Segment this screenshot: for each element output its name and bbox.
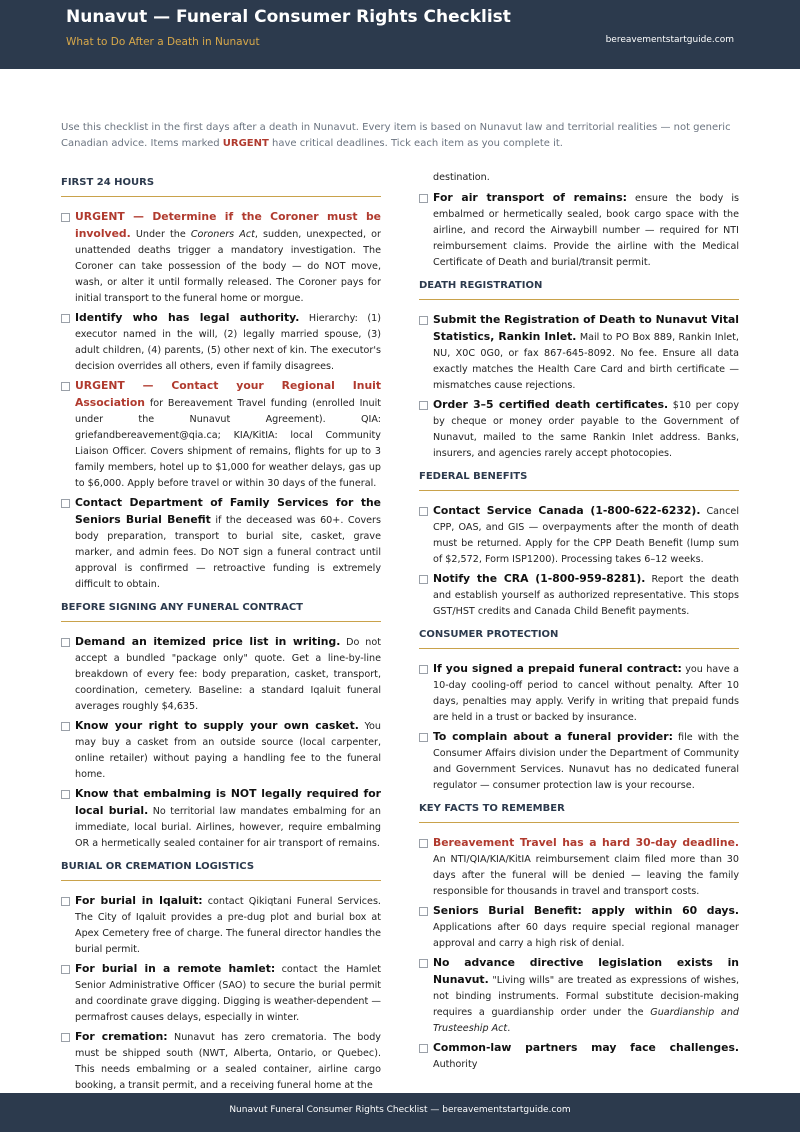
item-text: contact the Hamlet Senior Administrative Officer (SAO) to secure the burial permit and coordinate grave digging. Digging is weather-dependent — permafrost causes delays, especially in winter. — [75, 964, 381, 1023]
checklist-item — [419, 1040, 739, 1073]
item-text: Authority — [433, 1059, 478, 1070]
checklist-item — [61, 718, 381, 783]
item-text: Applications after 60 days require special regional manager approval and carry a high risk of denial. — [433, 922, 739, 949]
checklist-item — [419, 661, 739, 726]
checklist-item — [419, 835, 739, 900]
item-text: for Bereavement Travel funding (enrolled Inuit under the Nunavut Agreement). QIA: griefandbereavement@qia.ca; KIA/KitIA: local Community Liaison Officer. Covers shipment of remains, flights for up to 3 family members, hotel up to $1,000 for weather delays, gas up to $6,000. Apply before travel or within 30 days of the funeral. — [75, 398, 381, 489]
item-lead: Submit the Registration of Death to Nunavut Vital Statistics, Rankin Inlet. — [433, 313, 739, 343]
checkbox[interactable] — [419, 665, 428, 674]
intro-text-end: have critical deadlines. Tick each item as you complete it. — [268, 138, 563, 149]
item-lead: For air transport of remains: — [433, 191, 627, 204]
checkbox[interactable] — [419, 194, 428, 203]
checkbox[interactable] — [419, 839, 428, 848]
section-heading-first-24-hours: FIRST 24 HOURS — [61, 174, 381, 197]
intro-paragraph — [61, 120, 741, 152]
page-subtitle: What to Do After a Death in Nunavut — [66, 36, 260, 48]
checkbox[interactable] — [61, 638, 70, 647]
checkbox[interactable] — [419, 316, 428, 325]
section-heading-before-signing: BEFORE SIGNING ANY FUNERAL CONTRACT — [61, 599, 381, 622]
item-text: Under the — [130, 229, 191, 240]
checklist-item — [419, 312, 739, 394]
checkbox[interactable] — [419, 733, 428, 742]
item-text: Cancel CPP, OAS, and GIS — overpayments after the month of death must be returned. Apply for the CPP Death Benefit (lump sum of $2,572, Form ISP1200). Processing takes 6–12 weeks. — [433, 506, 739, 565]
checklist-item — [419, 503, 739, 568]
checkbox[interactable] — [419, 401, 428, 410]
item-lead: Identify who has legal authority. — [75, 311, 300, 324]
urgent-keyword: URGENT — [222, 138, 269, 149]
item-lead: Demand an itemized price list in writing. — [75, 635, 341, 648]
item-lead: Know your right to supply your own casket. — [75, 719, 359, 732]
checklist-item — [61, 209, 381, 307]
page-title: Nunavut — Funeral Consumer Rights Checklist — [66, 7, 511, 27]
item-text: No territorial law mandates embalming for an immediate, local burial. Airlines, however, require embalming OR a hermetically sealed container for air transport of remains. — [75, 806, 381, 849]
checklist-item — [61, 310, 381, 375]
checkbox[interactable] — [61, 382, 70, 391]
item-lead-urgent: Bereavement Travel has a hard 30-day deadline. — [433, 836, 739, 849]
checkbox[interactable] — [61, 213, 70, 222]
item-text: if the deceased was 60+. Covers body preparation, transport to burial site, casket, grave marker, and admin fees. Do NOT sign a funeral contract until approval is confirmed — retroactive funding is extremely difficult to obtain. — [75, 515, 381, 590]
checkbox[interactable] — [61, 790, 70, 799]
section-heading-burial-cremation: BURIAL OR CREMATION LOGISTICS — [61, 858, 381, 881]
checkbox[interactable] — [61, 965, 70, 974]
item-text: You may buy a casket from an outside source (local carpenter, online retailer) without paying a handling fee to the funeral home. — [75, 721, 381, 780]
checklist-item — [61, 893, 381, 958]
item-text: Report the death and establish yourself as authorized representative. This stops GST/HST credits and Canada Child Benefit payments. — [433, 574, 739, 617]
checklist-item — [61, 1029, 381, 1094]
item-text: file with the Consumer Affairs division under the Department of Community and Government Services. Nunavut has no dedicated funeral regulator — consumer protection law is your recourse. — [433, 732, 739, 791]
page-footer — [0, 1093, 800, 1132]
item-text: Mail to PO Box 889, Rankin Inlet, NU, X0C 0G0, or fax 867-645-8092. No fee. Ensure all data exactly matches the Health Care Card and birth certificate — mismatches cause rejections. — [433, 332, 739, 391]
item-text: Do not accept a bundled "package only" quote. Get a line-by-line breakdown of every fee: body preparation, casket, transport, coordination, cemetery. Baseline: a standard Iqaluit funeral averages roughly $4,635. — [75, 637, 381, 712]
item-text: ensure the body is embalmed or hermetically sealed, book cargo space with the airline, and record the Airwaybill number — required for NTI reimbursement claims. Provide the airline with the Medical Certificate of Death and burial/transit permit. — [433, 193, 739, 268]
footer-text: Nunavut Funeral Consumer Rights Checklist — bereavementstartguide.com — [229, 1105, 571, 1115]
checklist-item — [419, 903, 739, 952]
item-text: "Living wills" are treated as expressions of wishes, not binding instruments. Formal substitute decision-making requires a guardianship order under the — [433, 975, 739, 1018]
checklist-item — [61, 786, 381, 852]
checklist-item — [61, 961, 381, 1026]
item-text: $10 per copy by cheque or money order payable to the Government of Nunavut, mailed to the same Rankin Inlet address. Banks, insurers, and agencies rarely accept photocopies. — [433, 400, 739, 459]
left-column — [61, 168, 381, 1097]
item-lead: For cremation: — [75, 1030, 168, 1043]
item-lead: If you signed a prepaid funeral contract: — [433, 662, 682, 675]
continued-text: destination. — [433, 172, 490, 183]
checklist-item — [419, 729, 739, 794]
item-lead: Notify the CRA (1-800-959-8281). — [433, 572, 646, 585]
checkbox[interactable] — [419, 1044, 428, 1053]
section-heading-federal-benefits: FEDERAL BENEFITS — [419, 468, 739, 491]
checkbox[interactable] — [61, 1033, 70, 1042]
checklist-item — [61, 378, 381, 492]
item-lead: Know that embalming is NOT legally required for local burial. — [75, 787, 381, 817]
item-lead: For burial in a remote hamlet: — [75, 962, 276, 975]
checkbox[interactable] — [419, 907, 428, 916]
item-lead: Contact Department of Family Services for the Seniors Burial Benefit — [75, 496, 381, 526]
item-text: , sudden, unexpected, or unattended deaths trigger a mandatory investigation. The Coroner can take possession of the body — do NOT move, wash, or alter it until formally released. The Coroner pays for initial transport to the funeral home or morgue. — [75, 229, 381, 304]
item-text: you have a 10-day cooling-off period to cancel without penalty. After 10 days, penalties may apply. Verify in writing that prepaid funds are held in a trust or backed by insurance. — [433, 664, 739, 723]
item-text: Hierarchy: (1) executor named in the will, (2) legally married spouse, (3) adult children, (4) parents, (5) other next of kin. The executor's decision overrides all others, even if family disagrees. — [75, 313, 381, 372]
site-url: bereavementstartguide.com — [605, 35, 734, 45]
checkbox[interactable] — [61, 897, 70, 906]
checklist-item — [61, 634, 381, 715]
checklist-item — [419, 190, 739, 271]
item-lead: For burial in Iqaluit: — [75, 894, 203, 907]
checkbox[interactable] — [61, 722, 70, 731]
item-lead: No advance directive legislation exists in Nunavut. — [433, 956, 739, 986]
section-heading-death-registration: DEATH REGISTRATION — [419, 277, 739, 300]
item-lead: Order 3–5 certified death certificates. — [433, 398, 669, 411]
item-text: . — [507, 1023, 511, 1034]
checklist-item — [419, 571, 739, 620]
checkbox[interactable] — [419, 507, 428, 516]
checklist-item — [61, 495, 381, 593]
checkbox[interactable] — [61, 314, 70, 323]
item-lead-urgent: URGENT — Determine if the Coroner must be involved. — [75, 210, 381, 240]
item-text: Nunavut has zero crematoria. The body must be shipped south (NWT, Alberta, Ontario, or Quebec). This needs embalming or a sealed container, airline cargo booking, a transit permit, and a receiving funeral home at the — [75, 1032, 381, 1091]
checkbox[interactable] — [61, 499, 70, 508]
checklist-item — [419, 955, 739, 1037]
checkbox[interactable] — [419, 575, 428, 584]
item-text: An NTI/QIA/KIA/KitIA reimbursement claim filed more than 30 days after the funeral will be denied — leaving the family responsible for thousands in travel and transport costs. — [433, 854, 739, 897]
item-italic: Guardianship and Trusteeship Act — [433, 1007, 739, 1034]
section-heading-key-facts: KEY FACTS TO REMEMBER — [419, 800, 739, 823]
item-lead: Common-law partners may face challenges. — [433, 1041, 739, 1054]
item-lead: To complain about a funeral provider: — [433, 730, 673, 743]
item-text: contact Qikiqtani Funeral Services. The City of Iqaluit provides a pre-dug plot and burial box at Apex Cemetery free of charge. The funeral director handles the burial permit. — [75, 896, 381, 955]
section-heading-consumer-protection: CONSUMER PROTECTION — [419, 626, 739, 649]
item-lead-urgent: URGENT — Contact your Regional Inuit Association — [75, 379, 381, 409]
page-header — [0, 0, 800, 69]
checkbox[interactable] — [419, 959, 428, 968]
right-column — [419, 170, 739, 1076]
checklist-item — [419, 397, 739, 462]
intro-text: Use this checklist in the first days after a death in Nunavut. Every item is based on Nunavut law and territorial realities — not generic Canadian advice. Items marked — [61, 122, 731, 149]
item-lead: Seniors Burial Benefit: apply within 60 days. — [433, 904, 739, 917]
item-lead: Contact Service Canada (1-800-622-6232). — [433, 504, 701, 517]
item-italic: Coroners Act — [190, 229, 255, 240]
